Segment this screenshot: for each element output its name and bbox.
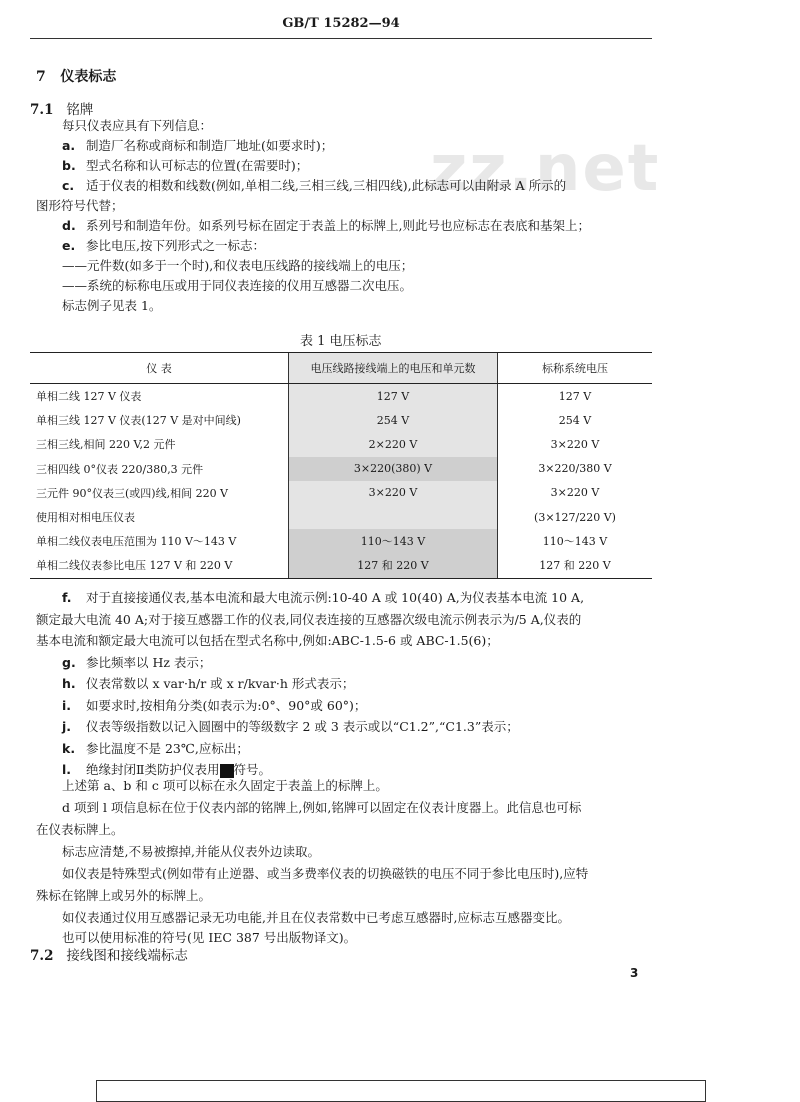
watermark: zz.net (430, 132, 661, 206)
list-item (62, 276, 412, 296)
table-cell: 三相四线 0°仪表 220/380,3 元件 (36, 462, 204, 476)
list-item-text: 仪表常数以 x var·h/r 或 x r/kvar·h 形式表示； (86, 676, 355, 691)
table-cell: 254 V (289, 408, 498, 432)
table-cell: 127 V (289, 384, 498, 409)
list-item (62, 136, 333, 156)
list-item-text: 符号。 (233, 762, 272, 777)
table-cell (289, 505, 498, 529)
table-cell: 127 V (498, 384, 653, 409)
list-item (62, 216, 590, 236)
list-item-label: c. (62, 178, 75, 193)
table-cell: (3×127/220 V) (498, 505, 653, 529)
list-item-label: d. (62, 218, 76, 233)
list-item-text: ——元件数(如多于一个时),和仪表电压线路的接线端上的电压； (62, 258, 414, 273)
paragraph: 在仪表标牌上。 (36, 822, 124, 837)
list-item-text: 额定最大电流 40 A;对于接互感器工作的仪表,同仪表连接的互感器次级电流示例表示为/5 A,仪表的 (36, 611, 582, 627)
table-cell: 127 和 220 V (289, 553, 498, 578)
subsection-heading-nameplate: 7.1 铭牌 (30, 102, 94, 118)
table-caption: 表 1 电压标志 (300, 334, 382, 349)
list-item-label: a. (62, 138, 76, 153)
page-number: 3 (630, 966, 639, 980)
list-item-label: h. (62, 676, 76, 691)
table-cell: 单相二线仪表参比电压 127 V 和 220 V (30, 553, 289, 578)
footer-frame (96, 1080, 706, 1102)
list-item (36, 631, 499, 651)
list-item-text: 仪表等级指数以记入圆圈中的等级数字 2 或 3 表示或以“C1.2”,“C1.3”表示； (86, 719, 519, 734)
table-cell: 使用相对相电压仪表 (36, 511, 135, 525)
list-item (36, 196, 124, 216)
table-row (30, 384, 652, 409)
paragraph: 如仪表通过仪用互感器记录无功电能,并且在仪表常数中已考虑互感器时,应标志互感器变比。 (62, 910, 570, 925)
table-header-terminal-voltage: 电压线路接线端上的电压和单元数 (289, 353, 498, 384)
list-item-label: l. (62, 762, 72, 777)
table-header-nominal-voltage: 标称系统电压 (498, 353, 653, 384)
list-item (62, 588, 584, 608)
list-item-text: 参比电压,按下列形式之一标志： (86, 238, 265, 253)
list-item-label: e. (62, 238, 76, 253)
list-item-text: 型式名称和认可标志的位置(在需要时)； (86, 158, 309, 173)
table-cell: 2×220 V (289, 432, 498, 456)
table-row (30, 408, 652, 432)
list-item (62, 156, 308, 176)
list-item (62, 739, 249, 759)
table-cell: 单相二线 127 V 仪表 (36, 390, 142, 404)
list-item-text: 绝缘封闭Ⅱ类防护仪表用 (86, 762, 220, 777)
list-item-label: f. (62, 590, 72, 605)
list-item-label: g. (62, 654, 76, 670)
table-row (30, 529, 652, 553)
paragraph: 殊标在铭牌上或另外的标牌上。 (36, 888, 212, 903)
list-item-label: j. (62, 719, 72, 734)
list-item-text: 制造厂名称或商标和制造厂地址(如要求时)； (86, 138, 334, 153)
table-cell: 3×220(380) V (289, 457, 498, 481)
list-item (62, 256, 413, 276)
voltage-marking-table (30, 352, 652, 579)
table-cell: 单相三线 127 V 仪表(127 V 是对中间线) (36, 414, 241, 428)
subsection-heading-wiring: 7.2 接线图和接线端标志 (30, 948, 188, 964)
list-item-text: 图形符号代替； (36, 198, 124, 213)
list-item (62, 696, 366, 716)
table-row (30, 432, 652, 456)
paragraph: 上述第 a、b 和 c 项可以标在永久固定于表盖上的标牌上。 (62, 778, 388, 793)
table-row (30, 553, 652, 578)
list-item (62, 717, 519, 737)
list-item-text: 标志例子见表 1。 (62, 298, 162, 313)
table-cell: 单相二线仪表电压范围为 110 V～143 V (36, 535, 237, 549)
list-item (62, 653, 211, 673)
table-cell: 3×220 V (289, 481, 498, 505)
paragraph: 也可以使用标准的符号(见 IEC 387 号出版物译文)。 (62, 930, 357, 945)
table-cell: 127 和 220 V (498, 553, 653, 578)
list-item-text: 参比频率以 Hz 表示； (86, 654, 212, 670)
paragraph: 标志应清楚,不易被擦掉,并能从仪表外边读取。 (62, 844, 320, 859)
list-item-label: k. (62, 740, 76, 756)
list-item-text: 系列号和制造年份。如系列号标在固定于表盖上的标牌上,则此号也应标志在表底和基架上； (86, 218, 590, 233)
list-item (62, 674, 354, 694)
list-item-text: 适于仪表的相数和线数(例如,单相二线,三相三线,三相四线),此标志可以由附录 A 所示的 (86, 178, 567, 193)
list-item-text: 如要求时,按相角分类(如表示为:0°、90°或 60°)； (86, 697, 367, 713)
list-item-label: b. (62, 158, 76, 173)
table-cell: 110～143 V (498, 529, 653, 553)
list-item (36, 610, 581, 630)
list-item-label: i. (62, 697, 72, 713)
section-heading: 7 仪表标志 (36, 69, 117, 85)
table-cell: 三相三线,相间 220 V,2 元件 (36, 438, 176, 452)
list-item (62, 296, 161, 316)
table-cell: 110～143 V (289, 529, 498, 553)
paragraph: 如仪表是特殊型式(例如带有止逆器、或当多费率仪表的切换磁铁的电压不同于参比电压时),应特 (62, 866, 589, 881)
list-item-text: ——系统的标称电压或用于同仪表连接的仪用互感器二次电压。 (62, 278, 413, 293)
table-cell: 3×220/380 V (498, 457, 653, 481)
paragraph: d 项到 l 项信息标在位于仪表内部的铭牌上,例如,铭牌可以固定在仪表计度器上。此信息也可标 (62, 800, 582, 815)
table-cell: 三元件 90°仪表三(或四)线,相间 220 V (36, 486, 229, 500)
table-cell: 254 V (498, 408, 653, 432)
list-item-text: 基本电流和额定最大电流可以包括在型式名称中,例如:ABC-1.5-6 或 ABC-1.5(6)； (36, 633, 499, 648)
list-item-text: 对于直接接通仪表,基本电流和最大电流示例:10-40 A 或 10(40) A,为仪表基本电流 10 A, (86, 590, 585, 605)
intro-text: 每只仪表应具有下列信息： (62, 118, 213, 133)
table-header-meter: 仪 表 (30, 353, 289, 384)
list-item (62, 236, 265, 256)
table-row (30, 457, 652, 481)
page-header: GB/T 15282—94 (30, 10, 652, 39)
table-row (30, 505, 652, 529)
table-row (30, 481, 652, 505)
table-cell: 3×220 V (498, 432, 653, 456)
list-item (62, 176, 566, 196)
table-cell: 3×220 V (498, 481, 653, 505)
table-header-row (30, 353, 652, 384)
list-item-text: 参比温度不是 23℃,应标出； (86, 740, 249, 756)
